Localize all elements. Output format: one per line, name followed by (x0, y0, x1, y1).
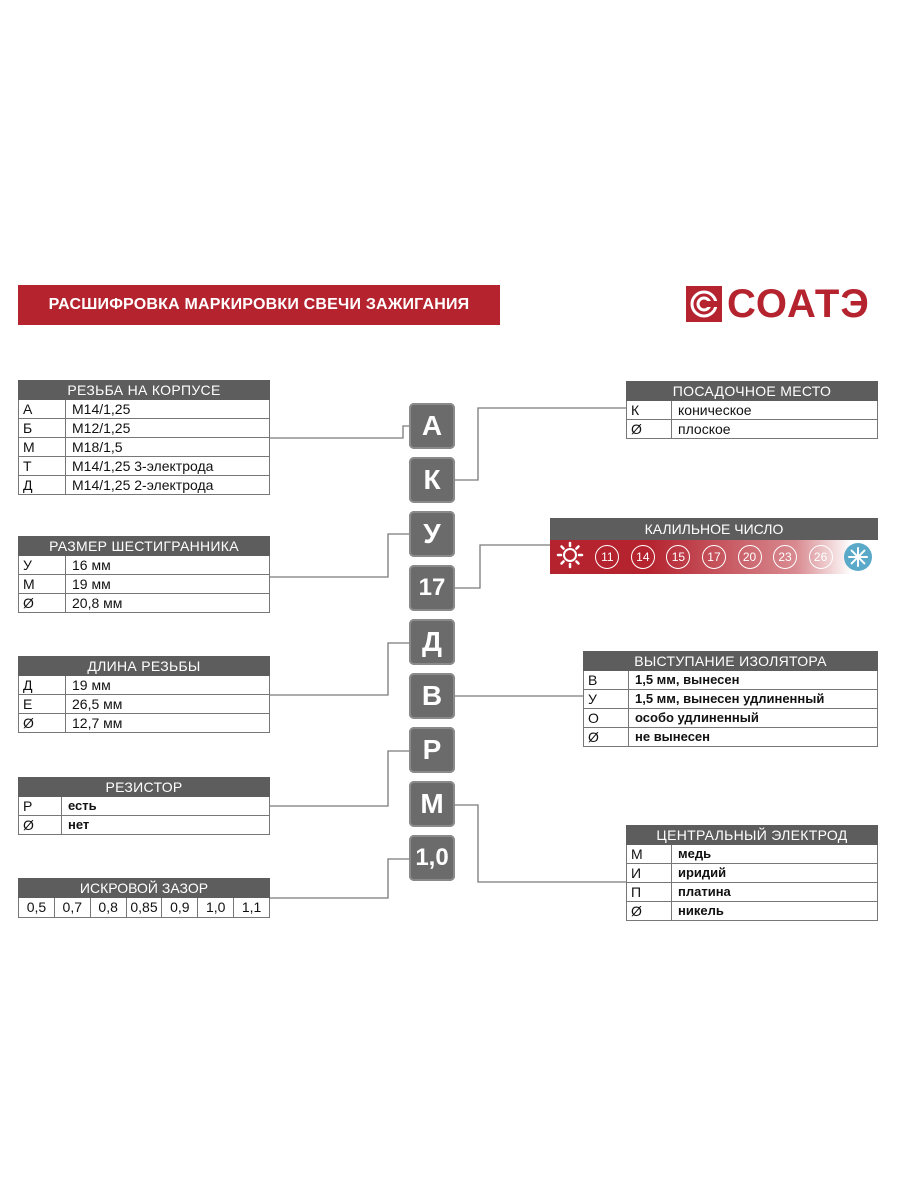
table-row: У 16 мм (18, 556, 270, 575)
connector-resistor (270, 751, 409, 806)
logo-wordmark: СОАТЭ (727, 282, 870, 326)
table-row: Ø 12,7 мм (18, 714, 270, 733)
connector-hex (270, 534, 409, 577)
connector-thread (270, 426, 409, 438)
code-tile-spark-gap: 1,0 (409, 835, 455, 881)
seat-table-title: ПОСАДОЧНОЕ МЕСТО (626, 381, 878, 401)
table-row: М медь (626, 845, 878, 864)
heat-range-value: 11 (595, 545, 619, 569)
heat-range-value: 26 (809, 545, 833, 569)
spark-gap-value: 0,85 (127, 898, 163, 917)
spark-gap-table-title: ИСКРОВОЙ ЗАЗОР (18, 878, 270, 898)
table-row: В 1,5 мм, вынесен (583, 671, 878, 690)
heat-range-value: 23 (773, 545, 797, 569)
thread-length-table-title: ДЛИНА РЕЗЬБЫ (18, 656, 270, 676)
resistor-table (18, 777, 270, 835)
spark-gap-table (18, 878, 270, 918)
table-row: Ø плоское (626, 420, 878, 439)
connector-gap (270, 859, 409, 898)
heat-range-title: КАЛИЛЬНОЕ ЧИСЛО (550, 518, 878, 540)
electrode-table (626, 825, 878, 921)
thread-table (18, 380, 270, 495)
table-row: Ø никель (626, 902, 878, 921)
table-row: О особо удлиненный (583, 709, 878, 728)
sun-icon (556, 541, 584, 574)
table-row: Ø не вынесен (583, 728, 878, 747)
insulator-table-title: ВЫСТУПАНИЕ ИЗОЛЯТОРА (583, 651, 878, 671)
thread-length-table (18, 656, 270, 733)
table-row: Д 19 мм (18, 676, 270, 695)
table-row: Е 26,5 мм (18, 695, 270, 714)
table-row: Р есть (18, 797, 270, 816)
connector-electrode (455, 805, 626, 882)
connector-seat (455, 408, 626, 480)
table-row: Ø нет (18, 816, 270, 835)
code-tile-heat-range: 17 (409, 565, 455, 611)
electrode-table-title: ЦЕНТРАЛЬНЫЙ ЭЛЕКТРОД (626, 825, 878, 845)
spark-gap-value: 0,7 (55, 898, 91, 917)
code-tile-hex: У (409, 511, 455, 557)
snowflake-icon (844, 543, 872, 571)
spark-gap-value: 1,0 (198, 898, 234, 917)
table-row: М М18/1,5 (18, 438, 270, 457)
code-tile-seat: К (409, 457, 455, 503)
spark-gap-value: 1,1 (241, 899, 262, 915)
heat-range-value: 15 (666, 545, 690, 569)
code-tile-thread-length: Д (409, 619, 455, 665)
resistor-table-title: РЕЗИСТОР (18, 777, 270, 797)
code-tile-resistor: Р (409, 727, 455, 773)
code-tile-insulator: В (409, 673, 455, 719)
table-row: П платина (626, 883, 878, 902)
spark-gap-value: 0,8 (91, 898, 127, 917)
code-tile-electrode: М (409, 781, 455, 827)
spark-gap-value: 0,9 (162, 898, 198, 917)
insulator-table (583, 651, 878, 747)
table-row: У 1,5 мм, вынесен удлиненный (583, 690, 878, 709)
table-row: Б М12/1,25 (18, 419, 270, 438)
page-title-banner: РАСШИФРОВКА МАРКИРОВКИ СВЕЧИ ЗАЖИГАНИЯ (18, 285, 500, 325)
spark-gap-value: 0,5 (19, 898, 55, 917)
table-row: А М14/1,25 (18, 400, 270, 419)
seat-table (626, 381, 878, 439)
heat-range-value: 20 (738, 545, 762, 569)
hex-size-table (18, 536, 270, 613)
table-row: К коническое (626, 401, 878, 420)
connector-heat (455, 545, 550, 588)
table-row: Т М14/1,25 3-электрода (18, 457, 270, 476)
heat-range-value: 14 (631, 545, 655, 569)
table-row: Д М14/1,25 2-электрода (18, 476, 270, 495)
thread-table-title: РЕЗЬБА НА КОРПУСЕ (18, 380, 270, 400)
table-row: И иридий (626, 864, 878, 883)
brand-logo (686, 284, 881, 324)
heat-range-value: 17 (702, 545, 726, 569)
code-tile-thread: А (409, 403, 455, 449)
connector-length (270, 643, 409, 695)
table-row: М 19 мм (18, 575, 270, 594)
table-row: Ø 20,8 мм (18, 594, 270, 613)
heat-range-scale (550, 518, 878, 574)
logo-mark-icon (686, 286, 722, 322)
hex-size-table-title: РАЗМЕР ШЕСТИГРАННИКА (18, 536, 270, 556)
